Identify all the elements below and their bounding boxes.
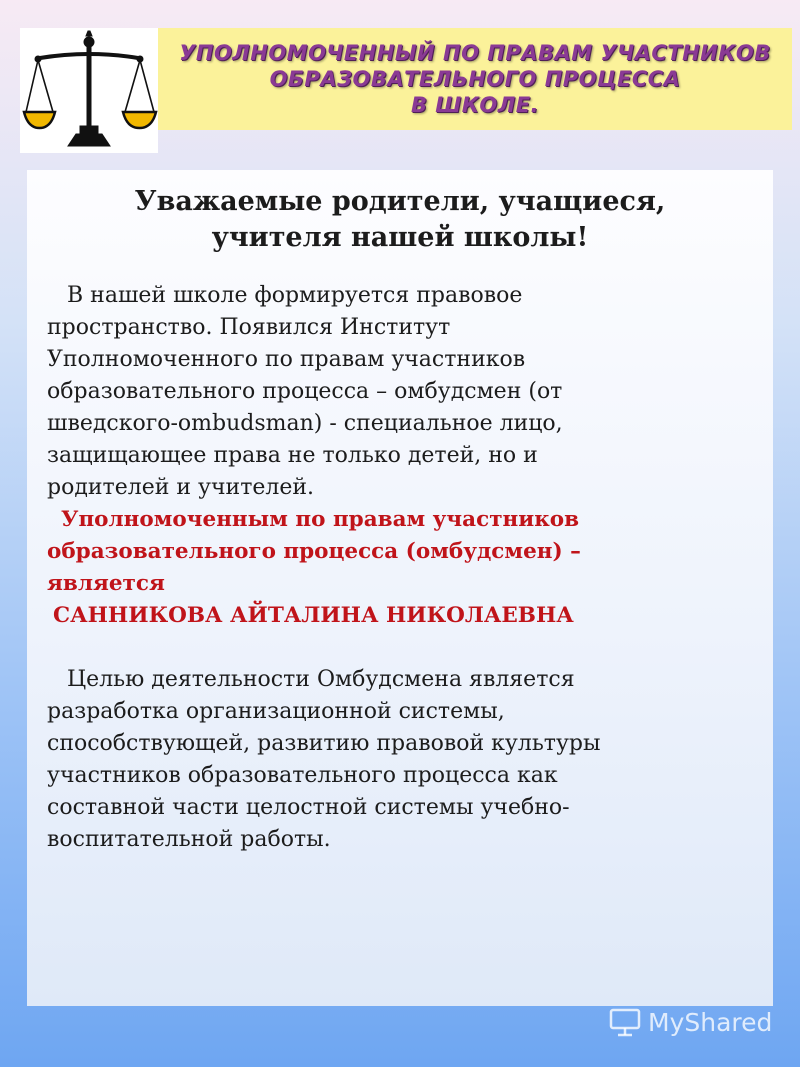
presentation-icon — [608, 1007, 642, 1037]
logo — [20, 28, 158, 153]
text-line: разработка организационной системы, — [47, 699, 505, 724]
ombudsman-highlight — [47, 504, 753, 600]
highlight-line: Уполномоченным по правам участников — [61, 507, 580, 532]
ombudsman-name: САННИКОВА АЙТАЛИНА НИКОЛАЕВНА — [53, 603, 574, 628]
title-line: УПОЛНОМОЧЕННЫЙ ПО ПРАВАМ УЧАСТНИКОВ — [179, 41, 771, 65]
text-line: родителей и учителей. — [47, 475, 315, 500]
text-line: способствующей, развитию правовой культуры — [47, 731, 601, 756]
text-line: Целью деятельности Омбудсмена является — [67, 667, 575, 692]
text-line: воспитательной работы. — [47, 827, 331, 852]
intro-paragraph — [47, 280, 753, 504]
highlight-line: является — [47, 571, 165, 596]
greeting — [47, 184, 753, 256]
text-line: участников образовательного процесса как — [47, 763, 558, 788]
scales-of-justice-icon — [20, 28, 158, 153]
text-line: образовательного процесса – омбудсмен (от — [47, 379, 563, 404]
watermark — [608, 1005, 772, 1039]
text-line: пространство. Появился Институт — [47, 315, 451, 340]
content-panel — [27, 170, 773, 1006]
text-line: В нашей школе формируется правовое — [67, 283, 523, 308]
text-line: защищающее права не только детей, но и — [47, 443, 538, 468]
watermark-text: MyShared — [648, 1007, 773, 1037]
title-banner — [158, 28, 792, 130]
greeting-line: учителя нашей школы! — [211, 222, 589, 253]
title-line: ОБРАЗОВАТЕЛЬНОГО ПРОЦЕССА — [269, 67, 681, 91]
greeting-line: Уважаемые родители, учащиеся, — [134, 186, 666, 217]
highlight-line: образовательного процесса (омбудсмен) – — [47, 539, 581, 564]
text-line: составной части целостной системы учебно- — [47, 795, 570, 820]
text-line: шведского-ombudsman) - специальное лицо, — [47, 411, 563, 436]
goal-paragraph — [47, 664, 753, 856]
text-line: Уполномоченного по правам участников — [47, 347, 526, 372]
title-line: В ШКОЛЕ. — [410, 93, 540, 117]
